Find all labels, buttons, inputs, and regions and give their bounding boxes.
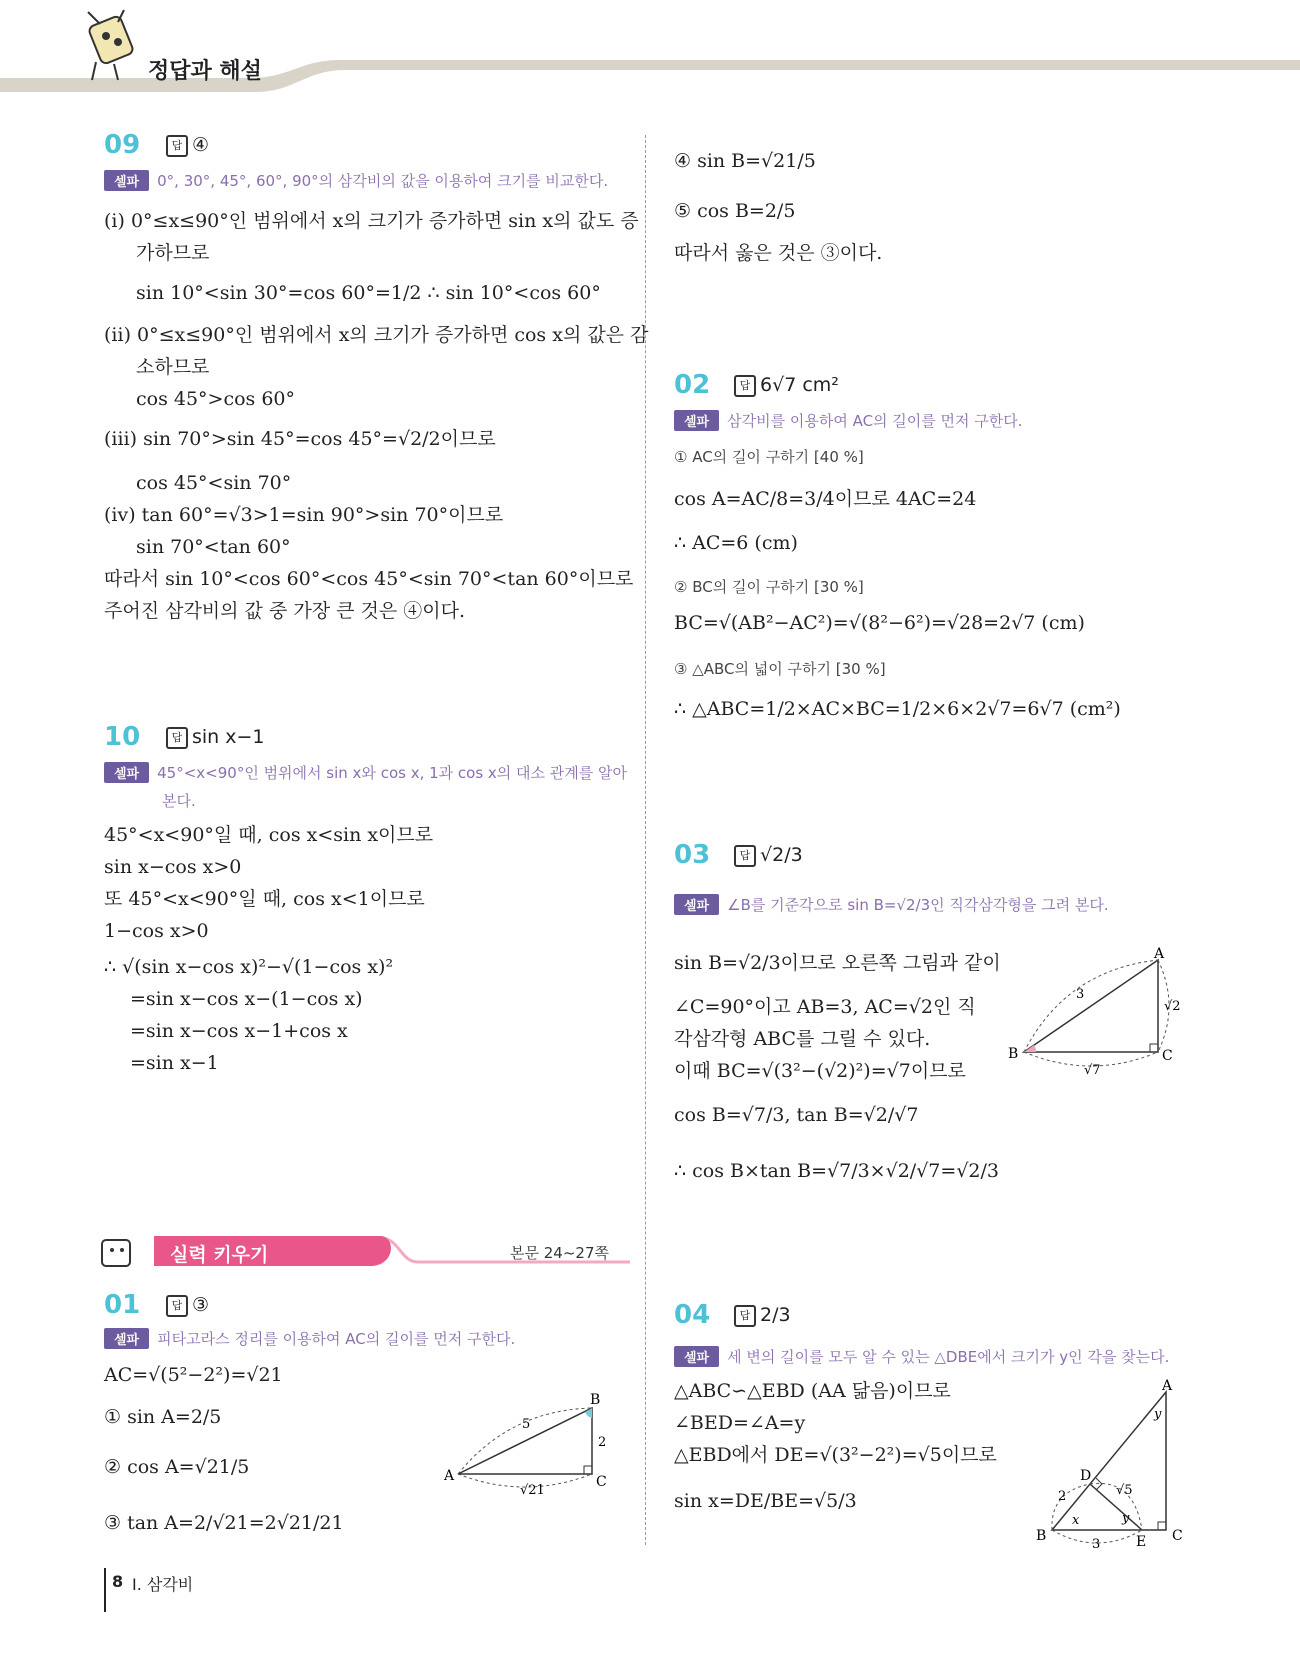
solution-line: 이때 BC=√(3²−(√2)²)=√7이므로 xyxy=(674,1060,966,1082)
solution-line: (ⅱ) 0°≤x≤90°인 범위에서 x의 크기가 증가하면 cos x의 값은 감 xyxy=(104,324,649,346)
answer-icon: 답 xyxy=(734,845,756,867)
problem-04-tip xyxy=(674,1346,1169,1367)
solution-line: sin 10°<sin 30°=cos 60°=1/2 ∴ sin 10°<cos 60° xyxy=(136,282,601,304)
angle-label: y xyxy=(1122,1511,1130,1526)
conclusion-line: 따라서 옳은 것은 ③이다. xyxy=(674,242,883,264)
problem-01-number: 01 xyxy=(104,1290,141,1320)
solution-line: ∴ √(sin x−cos x)²−√(1−cos x)² xyxy=(104,956,394,978)
problem-03-number: 03 xyxy=(674,840,711,870)
solution-line: =sin x−cos x−(1−cos x) xyxy=(130,988,363,1010)
mascot-icon xyxy=(78,4,144,82)
vertex-label: C xyxy=(1172,1528,1183,1544)
solution-line: sin x−cos x>0 xyxy=(104,856,242,878)
solution-line: 또 45°<x<90°일 때, cos x<1이므로 xyxy=(104,888,425,910)
vertex-label: E xyxy=(1136,1534,1147,1550)
solution-line: cos 45°>cos 60° xyxy=(136,388,296,410)
vertex-label: A xyxy=(444,1468,455,1484)
tip-text: 세 변의 길이를 모두 알 수 있는 △DBE에서 크기가 y인 각을 찾는다. xyxy=(727,1348,1170,1366)
solution-line: ∠C=90°이고 AB=3, AC=√2인 직 xyxy=(674,996,976,1018)
vertex-label: D xyxy=(1080,1468,1092,1484)
solution-line: cos B=√7/3, tan B=√2/√7 xyxy=(674,1104,919,1126)
triangle-figure-01 xyxy=(440,1390,620,1498)
tip-tag: 셀파 xyxy=(674,410,719,431)
solution-line: (ⅰ) 0°≤x≤90°인 범위에서 x의 크기가 증가하면 sin x의 값도 증 xyxy=(104,210,639,232)
edge-label: √21 xyxy=(520,1483,545,1498)
problem-10-number: 10 xyxy=(104,722,141,752)
solution-line: △ABC∽△EBD (AA 닮음)이므로 xyxy=(674,1380,951,1402)
edge-label: 3 xyxy=(1076,987,1085,1002)
solution-line: ∴ △ABC=1/2×AC×BC=1/2×6×2√7=6√7 (cm²) xyxy=(674,698,1121,720)
problem-04-number: 04 xyxy=(674,1300,711,1330)
solution-line: ② cos A=√21/5 xyxy=(104,1456,250,1478)
tip-tag: 셀파 xyxy=(104,170,149,191)
angle-label: y xyxy=(1154,1407,1162,1422)
tip-tag: 셀파 xyxy=(104,1328,149,1349)
section-label: 실력 키우기 xyxy=(170,1244,269,1266)
angle-label: x xyxy=(1072,1513,1080,1528)
tip-tag: 셀파 xyxy=(674,894,719,915)
solution-line: sin x=DE/BE=√5/3 xyxy=(674,1490,857,1512)
problem-10-answer xyxy=(166,726,265,749)
problem-01-answer xyxy=(166,1294,209,1317)
solution-line: =sin x−1 xyxy=(130,1052,219,1074)
edge-label: √7 xyxy=(1084,1063,1101,1078)
solution-line: 45°<x<90°일 때, cos x<sin x이므로 xyxy=(104,824,434,846)
tip-tag: 셀파 xyxy=(104,762,149,783)
problem-01-tip xyxy=(104,1328,515,1349)
footer-bar xyxy=(104,1568,106,1612)
column-divider xyxy=(645,135,646,1545)
answer-text: ③ xyxy=(192,1294,210,1316)
problem-03-tip xyxy=(674,894,1109,915)
tip-text: 삼각비를 이용하여 AC의 길이를 먼저 구한다. xyxy=(727,412,1023,430)
vertex-label: A xyxy=(1162,1378,1173,1394)
edge-label: √2 xyxy=(1164,999,1181,1014)
solution-line: cos 45°<sin 70° xyxy=(136,472,292,494)
solution-line: 가하므로 xyxy=(136,242,210,264)
grading-step: ② BC의 길이 구하기 [30 %] xyxy=(674,578,864,596)
vertex-label: B xyxy=(1036,1528,1047,1544)
footer-chapter: Ⅰ. 삼각비 xyxy=(132,1575,194,1594)
header-title: 정답과 해설 xyxy=(148,59,262,84)
vertex-label: B xyxy=(1008,1046,1019,1062)
tip-text: 피타고라스 정리를 이용하여 AC의 길이를 먼저 구한다. xyxy=(157,1330,516,1348)
answer-icon: 답 xyxy=(166,135,188,157)
grading-step: ③ △ABC의 넓이 구하기 [30 %] xyxy=(674,660,886,678)
problem-02-answer xyxy=(734,374,839,397)
problem-09-tip xyxy=(104,170,608,191)
edge-label: 5 xyxy=(522,1417,531,1432)
solution-line: 1−cos x>0 xyxy=(104,920,209,942)
edge-label: √5 xyxy=(1116,1483,1133,1498)
answer-text: sin x−1 xyxy=(192,726,265,748)
answer-icon: 답 xyxy=(734,1305,756,1327)
answer-icon: 답 xyxy=(734,375,756,397)
solution-line: cos A=AC/8=3/4이므로 4AC=24 xyxy=(674,488,977,510)
tip-tag: 셀파 xyxy=(674,1346,719,1367)
problem-10-tip xyxy=(104,762,627,783)
triangle-figure-04 xyxy=(1030,1378,1200,1552)
solution-line: ⑤ cos B=2/5 xyxy=(674,200,796,222)
solution-line: (ⅳ) tan 60°=√3>1=sin 90°>sin 70°이므로 xyxy=(104,504,504,526)
solution-line: ④ sin B=√21/5 xyxy=(674,150,816,172)
edge-label: 3 xyxy=(1092,1537,1101,1552)
solution-line: (ⅲ) sin 70°>sin 45°=cos 45°=√2/2이므로 xyxy=(104,428,496,450)
problem-09-answer xyxy=(166,134,209,157)
problem-03-answer xyxy=(734,844,803,867)
edge-label: 2 xyxy=(1058,1489,1067,1504)
triangle-figure-03 xyxy=(1006,948,1182,1078)
solution-line: ∴ AC=6 (cm) xyxy=(674,532,798,554)
solution-line: ∴ cos B×tan B=√7/3×√2/√7=√2/3 xyxy=(674,1160,1000,1182)
solution-line: AC=√(5²−2²)=√21 xyxy=(104,1364,283,1386)
problem-02-tip xyxy=(674,410,1023,431)
answer-text: √2/3 xyxy=(760,844,803,866)
answer-text: ④ xyxy=(192,134,210,156)
vertex-label: C xyxy=(1162,1048,1173,1064)
problem-09-number: 09 xyxy=(104,130,141,160)
solution-line: =sin x−cos x−1+cos x xyxy=(130,1020,348,1042)
solution-line: ③ tan A=2/√21=2√21/21 xyxy=(104,1512,344,1534)
answer-icon: 답 xyxy=(166,727,188,749)
grading-step: ① AC의 길이 구하기 [40 %] xyxy=(674,448,864,466)
answer-text: 6√7 cm² xyxy=(760,374,839,396)
solution-line: sin 70°<tan 60° xyxy=(136,536,291,558)
solution-line: 따라서 sin 10°<cos 60°<cos 45°<sin 70°<tan 60°이므로 xyxy=(104,568,634,590)
problem-04-answer xyxy=(734,1304,791,1327)
solution-line: sin B=√2/3이므로 오른쪽 그림과 같이 xyxy=(674,952,1001,974)
solution-line: 소하므로 xyxy=(136,356,210,378)
tip-text: 45°<x<90°인 범위에서 sin x와 cos x, 1과 cos x의 대소 관계를 알아 xyxy=(157,764,628,782)
tip-text: 0°, 30°, 45°, 60°, 90°의 삼각비의 값을 이용하여 크기를 비교한다. xyxy=(157,172,609,190)
solution-line: ① sin A=2/5 xyxy=(104,1406,222,1428)
footer-page-number: 8 xyxy=(112,1572,124,1591)
vertex-label: C xyxy=(596,1474,607,1490)
conclusion-line: 주어진 삼각비의 값 중 가장 큰 것은 ④이다. xyxy=(104,600,465,622)
answer-icon: 답 xyxy=(166,1295,188,1317)
solution-line: ∠BED=∠A=y xyxy=(674,1412,806,1434)
problem-10-tip-cont: 본다. xyxy=(162,792,196,810)
tip-text: ∠B를 기준각으로 sin B=√2/3인 직각삼각형을 그려 본다. xyxy=(727,896,1109,914)
solution-line: BC=√(AB²−AC²)=√(8²−6²)=√28=2√7 (cm) xyxy=(674,612,1085,634)
solution-line: △EBD에서 DE=√(3²−2²)=√5이므로 xyxy=(674,1444,997,1466)
problem-02-number: 02 xyxy=(674,370,711,400)
solution-line: 각삼각형 ABC를 그릴 수 있다. xyxy=(674,1028,931,1050)
edge-label: 2 xyxy=(598,1435,607,1450)
answer-text: 2/3 xyxy=(760,1304,791,1326)
vertex-label: A xyxy=(1154,946,1165,962)
section-page-ref: 본문 24~27쪽 xyxy=(510,1244,609,1262)
vertex-label: B xyxy=(590,1392,601,1408)
